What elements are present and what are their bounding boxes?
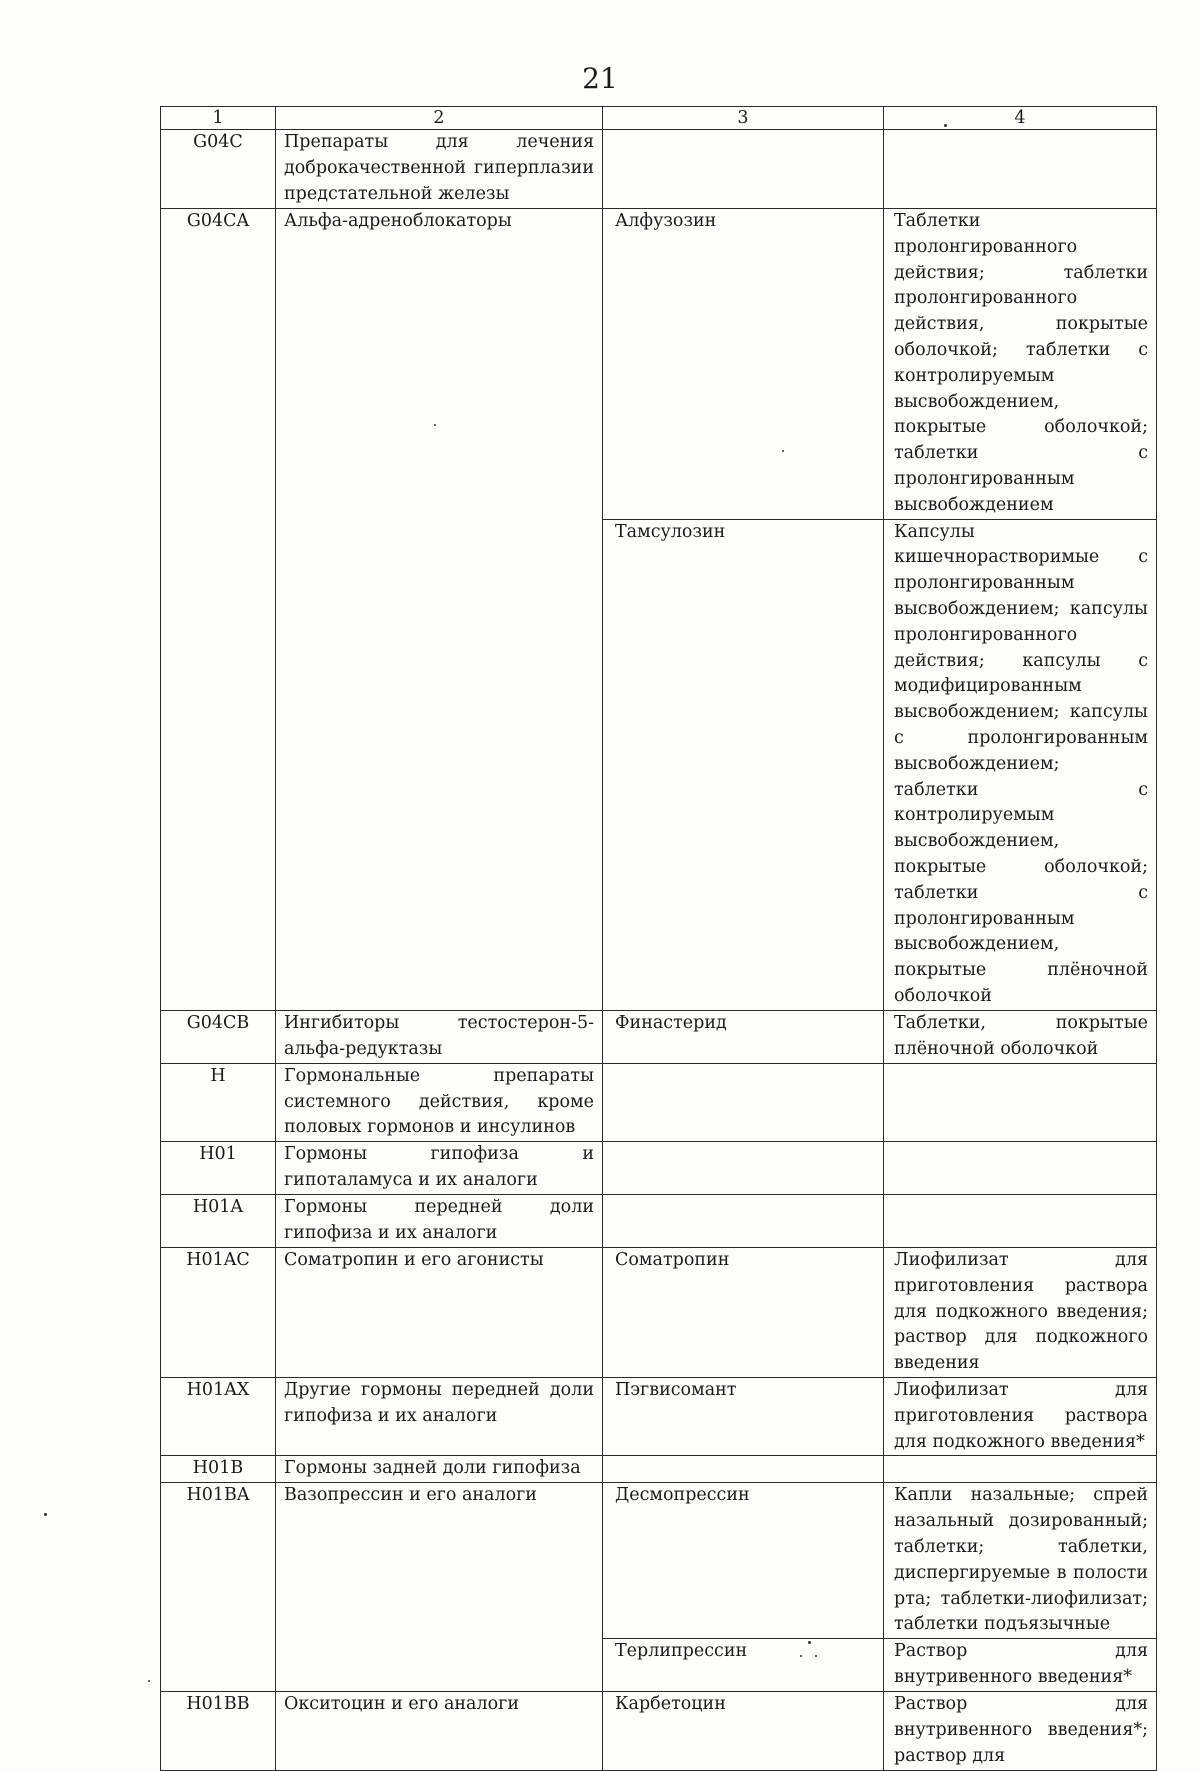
scan-speck bbox=[44, 1513, 47, 1516]
dosage-form-cell bbox=[884, 1063, 1157, 1141]
scan-speck bbox=[148, 1680, 150, 1682]
table-row bbox=[161, 1195, 1157, 1248]
page-number: 21 bbox=[582, 62, 618, 95]
drug-name-cell: Десмопрессин bbox=[603, 1483, 884, 1639]
atc-code-cell: H01BA bbox=[161, 1483, 276, 1692]
group-name-cell: Гормоны задней доли гипофиза bbox=[276, 1456, 603, 1483]
dosage-form-cell bbox=[884, 1456, 1157, 1483]
atc-code-cell: H01AX bbox=[161, 1378, 276, 1456]
drug-name-cell: Терлипрессин bbox=[603, 1639, 884, 1692]
dosage-form-cell: Капли назальные; спрей назальный дозированный; таблетки; таблетки, диспергируемые в полости рта; таблетки-лиофилизат; таблетки подъязычные bbox=[884, 1483, 1157, 1639]
atc-code-cell: H01BB bbox=[161, 1692, 276, 1770]
table-row bbox=[161, 1248, 1157, 1378]
group-name-cell: Другие гормоны передней доли гипофиза и их аналоги bbox=[276, 1378, 603, 1456]
scan-speck bbox=[800, 1655, 802, 1657]
dosage-form-cell: Капсулы кишечнорастворимые с пролонгированным высвобождением; капсулы пролонгированного действия; капсулы с модифицированным высвобождением; капсулы с пролонгированным высвобождением; таблетки с контролируемым высвобождением, покрытые оболочкой; таблетки с пролонгированным высвобождением, покрытые плёночной оболочкой bbox=[884, 519, 1157, 1010]
scan-speck bbox=[782, 450, 784, 452]
group-name-cell: Гормоны передней доли гипофиза и их аналоги bbox=[276, 1195, 603, 1248]
drug-name-cell: Финастерид bbox=[603, 1010, 884, 1063]
atc-code-cell: G04C bbox=[161, 130, 276, 209]
dosage-form-cell: Раствор для внутривенного введения*; раствор для bbox=[884, 1692, 1157, 1770]
table-row bbox=[161, 1063, 1157, 1141]
dosage-form-cell bbox=[884, 1195, 1157, 1248]
drug-name-cell: Карбетоцин bbox=[603, 1692, 884, 1770]
drug-name-cell bbox=[603, 1063, 884, 1141]
dosage-form-cell bbox=[884, 130, 1157, 209]
dosage-form-cell bbox=[884, 1142, 1157, 1195]
drug-classification-table bbox=[160, 106, 1157, 1771]
group-name-cell: Соматропин и его агонисты bbox=[276, 1248, 603, 1378]
table-row bbox=[161, 209, 1157, 520]
drug-name-cell: Алфузозин bbox=[603, 209, 884, 520]
drug-name-cell: Тамсулозин bbox=[603, 519, 884, 1010]
table-row bbox=[161, 1010, 1157, 1063]
atc-code-cell: H bbox=[161, 1063, 276, 1141]
drug-name-cell bbox=[603, 1142, 884, 1195]
atc-code-cell: H01B bbox=[161, 1456, 276, 1483]
drug-name-cell bbox=[603, 1195, 884, 1248]
scan-speck bbox=[434, 424, 436, 426]
dosage-form-cell: Раствор для внутривенного введения* bbox=[884, 1639, 1157, 1692]
column-header-1: 1 bbox=[161, 107, 276, 130]
table-row bbox=[161, 1456, 1157, 1483]
group-name-cell: Гормоны гипофиза и гипоталамуса и их аналоги bbox=[276, 1142, 603, 1195]
scan-speck bbox=[944, 124, 947, 127]
drug-name-cell: Пэгвисомант bbox=[603, 1378, 884, 1456]
drug-name-cell bbox=[603, 1456, 884, 1483]
column-header-2: 2 bbox=[276, 107, 603, 130]
atc-code-cell: H01A bbox=[161, 1195, 276, 1248]
scan-speck bbox=[815, 1655, 817, 1657]
atc-code-cell: G04CA bbox=[161, 209, 276, 1011]
atc-code-cell: H01 bbox=[161, 1142, 276, 1195]
table-header-row bbox=[161, 107, 1157, 130]
table-row bbox=[161, 1378, 1157, 1456]
dosage-form-cell: Лиофилизат для приготовления раствора для подкожного введения* bbox=[884, 1378, 1157, 1456]
group-name-cell: Окситоцин и его аналоги bbox=[276, 1692, 603, 1770]
drug-name-cell bbox=[603, 130, 884, 209]
group-name-cell: Альфа-адреноблокаторы bbox=[276, 209, 603, 1011]
table-row bbox=[161, 1142, 1157, 1195]
group-name-cell: Препараты для лечения доброкачественной гиперплазии предстательной железы bbox=[276, 130, 603, 209]
dosage-form-cell: Таблетки, покрытые плёночной оболочкой bbox=[884, 1010, 1157, 1063]
table-row bbox=[161, 1692, 1157, 1770]
scan-speck bbox=[808, 1641, 811, 1644]
group-name-cell: Ингибиторы тестостерон-5-альфа-редуктазы bbox=[276, 1010, 603, 1063]
group-name-cell: Вазопрессин и его аналоги bbox=[276, 1483, 603, 1692]
dosage-form-cell: Таблетки пролонгированного действия; таблетки пролонгированного действия, покрытые оболочкой; таблетки с контролируемым высвобождением, покрытые оболочкой; таблетки с пролонгированным высвобождением bbox=[884, 209, 1157, 520]
atc-code-cell: G04CB bbox=[161, 1010, 276, 1063]
drug-name-cell: Соматропин bbox=[603, 1248, 884, 1378]
column-header-4: 4 bbox=[884, 107, 1157, 130]
table-row bbox=[161, 130, 1157, 209]
dosage-form-cell: Лиофилизат для приготовления раствора для подкожного введения; раствор для подкожного введения bbox=[884, 1248, 1157, 1378]
table-row bbox=[161, 1483, 1157, 1639]
column-header-3: 3 bbox=[603, 107, 884, 130]
group-name-cell: Гормональные препараты системного действия, кроме половых гормонов и инсулинов bbox=[276, 1063, 603, 1141]
atc-code-cell: H01AC bbox=[161, 1248, 276, 1378]
